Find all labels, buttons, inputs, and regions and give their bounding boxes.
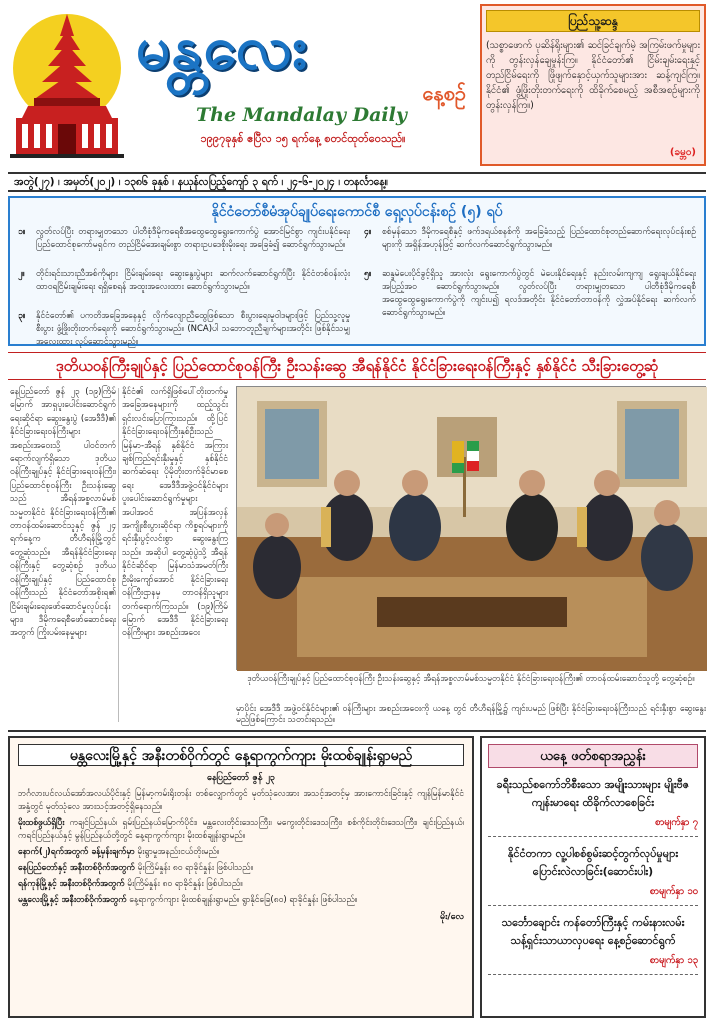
objective-text: စစ်မှန်သော ဒီမိုကရေစီနှင့် ဖက်ဒရယ်စနစ်ကို အခြေခံသည့် ပြည်ထောင်စုတည်ဆောက်ရေးလုပ်ငန်းစဉ်များကို အရှိန်အဟုန်ဖြင့် ဆက်လက်ဆောင်ရွက်သွားမည်။ [382, 227, 696, 250]
contents-item[interactable] [488, 845, 698, 906]
contents-item-page: စာမျက်နှာ ၇ [655, 817, 698, 828]
paragraph-lead: နေပြည်တော်နှင့် အနီးတစ်ဝိုက်အတွက် [18, 863, 135, 873]
weather-paragraph [18, 894, 464, 907]
contents-item[interactable] [488, 914, 698, 975]
founding-tagline: ၁၉၉၇ခုနှစ် ဧပြီလ ၁၅ ရက်နေ့ စတင်ထုတ်ဝေသည်။ [200, 132, 406, 145]
story-column-2: နိုင်ငံ၏ လက်ရှိဖြစ်ပေါ်တိုးတက်မှုအခြေအနေများကို ထည့်သွင်း ရှင်းလင်းပြောကြားသည်။ ထို့ပြင် နိုင်ငံခြားရေးဝန်ကြီးနှစ်ဦးသည် မြန်မာ-အီရန် နှစ်နိုင်ငံ အကြား ချစ်ကြည်ရင်းနှီးမှုနှင့် နှစ်နိုင်ငံဆက်ဆံရေး ပိုမိုတိုးတက်ခိုင်မာစေရေး အေဒီဒီအဖွဲ့ဝင်နိုင်ငံများ ပူးပေါင်းဆောင်ရွက်မှုများ အပါအဝင် အပြန်အလှန်အကျိုးစီးပွားဆိုင်ရာ ကိစ္စရပ်များကို ရင်းနှီးပွင့်လင်းစွာ ဆွေးနွေးကြသည်။ အဆိုပါ တွေ့ဆုံပွဲသို့ အီရန်နိုင်ငံဆိုင်ရာ မြန်မာသံအမတ်ကြီး ဦးမိုးကျော်အောင် နိုင်ငံခြားရေးဝန်ကြီးဌာနမှ တာဝန်ရှိသူများ တက်ရောက်ကြသည်။ (၁၉)ကြိမ်မြောက် အေဒီဒီ နိုင်ငံခြားရေးဝန်ကြီးများ အစည်းအဝေး [122, 387, 228, 639]
newspaper-english-title: The Mandalay Daily [196, 104, 407, 126]
objective-number: ၅။ [364, 269, 372, 279]
paragraph-lead: နောက်(၂)ရက်အတွက် ခန့်မှန်းချက်မှာ [18, 847, 135, 857]
contents-item-title: ခရီးသည်စကော်ဘိစီးသော အမျိုးသားများ မျိုးဗီဇကျန်းမာရေး ထိခိုက်လာစေခြင်း [496, 778, 690, 809]
weather-news-box [8, 736, 474, 1018]
column-divider [118, 388, 119, 722]
paragraph-text: မိုးရွာမှုအနည်းငယ်တိုးမည်။ [137, 847, 220, 857]
paragraph-text: မိုးကြိမ်နှုန်း ၈၀ ရာခိုင်နှုန်း ဖြစ်ပါသည်။ [127, 879, 243, 889]
weather-paragraph [18, 862, 464, 875]
paragraph-text: နေ့ရာကွက်ကျား မိုးထစ်ချုန်းရွာမည်။ ရွာနိုင်ခြေ(၈၀) ရာခိုင်နှုန်း ဖြစ်ပါသည်။ [129, 895, 358, 905]
weather-paragraph [18, 817, 464, 843]
photo-caption: ဒုတိယဝန်ကြီးချုပ်နှင့် ပြည်ထောင်စုဝန်ကြီး ဦးသန်းဆွေနှင့် အီရန်အစ္စလာမ်မစ်သမ္မတနိုင်ငံ နိုင်ငံခြားရေးဝန်ကြီး၏ တာဝန်ထမ်းဆောင်သူတို့ တွေ့ဆုံစဉ်။ [247, 674, 695, 684]
story-column-1: နေပြည်တော် ဇွန် ၂၃ (၁၉)ကြိမ်မြောက် အာရှပူးပေါင်းဆောင်ရွက်ရေးဆိုင်ရာ ဆွေးနွေးပွဲ (အေဒီဒီ)၏ နိုင်ငံခြားရေးဝန်ကြီးများ အစည်းအဝေးသို့ ပါဝင်တက်ရောက်လျက်ရှိသော ဒုတိယဝန်ကြီးချုပ်နှင့် နိုင်ငံခြားရေးဝန်ကြီး၊ ပြည်ထောင်စုဝန်ကြီး ဦးသန်းဆွေသည် အီရန်အစ္စလာမ်မစ်သမ္မတနိုင်ငံ နိုင်ငံခြားရေးဝန်ကြီး၏ တာဝန်ထမ်းဆောင်သူနှင့် ဇွန် ၂၄ ရက်နေ့က တီဟီရန်မြို့တွင် တွေ့ဆုံသည်။ အီရန်နိုင်ငံခြားရေးဝန်ကြီးနှင့် တွေ့ဆုံစဉ် ဒုတိယဝန်ကြီးချုပ်နှင့် ပြည်ထောင်စုဝန်ကြီးသည် နိုင်ငံတော်အစိုးရ၏ ငြိမ်းချမ်းရေးဖော်ဆောင်မှုလုပ်ငန်းများ၊ ဒီမိုကရေစီဖော်ဆောင်ရေးအတွက် ကြိုးပမ်းနေမှုများ [10, 387, 116, 639]
objective-text: လွတ်လပ်ပြီး တရားမျှတသော ပါတီစုံဒီမိုကရေစီအထွေထွေရွေးကောက်ပွဲ အောင်မြင်စွာ ကျင်းပနိုင်ရေး ပြည်ထောင်စုကော်မရှင်က တည်ငြိမ်အေးချမ်းစွာ တရားဥပဒေစိုးမိုးရေး အခြေခံ၍ ဆောင်ရွက်သွားမည်။ [36, 227, 350, 250]
contents-item-title: နိုင်ငံတကာ လူ့ပါစစ်စွမ်းဆင့်တွက်လုပ်မှုများ ပြောင်းလဲလာခြင်း(ဆောင်းပါး) [507, 847, 679, 878]
main-headline: ဒုတိယဝန်ကြီးချုပ်နှင့် ပြည်ထောင်စုဝန်ကြီး ဦးသန်းဆွေ အီရန်နိုင်ငံ နိုင်ငံခြားရေးဝန်ကြီးနှင့် နှစ်နိုင်ငံ သီးခြားတွေ့ဆုံ [8, 352, 706, 380]
objective-text: နိုင်ငံတော်၏ ပကတိအခြေအနေနှင့် လိုက်လျောညီထွေဖြစ်သော စီးပွားရေးမူဝါဒများဖြင့် ပြည်သူ့လူမှုစီးပွား ဖွံ့ဖြိုးတိုးတက်ရေးကို ဆောင်ရွက်သွားမည်။ (NCA)ပါ သဘောတူညီချက်များအတိုင်း ဖြစ်နိုင်သမျှ အလေးထား လုပ်ဆောင်သွားမည်။ [36, 311, 350, 347]
peoples-desire-title: ပြည်သူ့ဆန္ဒ [486, 10, 700, 32]
paragraph-lead: ရန်ကုန်မြို့နှင့် အနီးတစ်ဝိုက်အတွက် [18, 879, 125, 889]
story-continuation: မှာပိုင်း အေဒီဒီ အဖွဲ့ဝင်နိုင်ငံများ၏ ဝန်ကြီးများ အစည်းအဝေးကို ယနေ့ တွင် တီဟီရန်မြို့၌ ကျင်းပမည် ဖြစ်ပြီး နိုင်ငံခြားရေးဝန်ကြီးသည် ရင်းနှီးစွာ ဆွေးနွေးမည်ဖြစ်ကြောင်း သတင်းရသည်။ [236, 704, 706, 725]
paragraph-text: ကချင်ပြည်နယ်၊ ရှမ်းပြည်နယ်မြောက်ပိုင်း၊ မန္တလေးတိုင်းဒေသကြီး၊ မကွေးတိုင်းဒေသကြီး၊ စစ်ကိုင်းတိုင်းဒေသကြီး၊ ချင်းပြည်နယ်၊ ကရင်ပြည်နယ်နှင့် မွန်ပြည်နယ်တို့တွင် နေ့ရာကွက်ကျား မိုးထစ်ချုန်းရွာမည်။ [18, 818, 465, 841]
paragraph-text: မိုးကြိမ်နှုန်း ၈၀ ရာခိုင်နှုန်း ဖြစ်ပါသည်။ [137, 863, 254, 873]
meeting-photo [236, 386, 706, 670]
contents-item-page: စာမျက်နှာ ၁၀ [649, 886, 698, 897]
peoples-desire-text: (သစ္စာဖောက် ပုဆိန်ရိုးများ၏ ဆင်ခြင်ချက်မဲ့ အကြမ်းဖက်မှုများကို တွန်းလှန်ချေမှုန်းကြ။ နိုင်ငံတော်၏ ငြိမ်းချမ်းရေးနှင့် တည်ငြိမ်ရေးကို ဖြိုဖျက်နှောင့်ယှက်သူများအား ဆန့်ကျင်ကြ။ နိုင်ငံ၏ ဖွံ့ဖြိုးတိုးတက်ရေးကို ထိခိုက်စေမည့် အစီအစဉ်များကို တွန်းလှန်ကြ။) [486, 40, 700, 111]
objective-item [364, 226, 696, 265]
section-divider [8, 730, 706, 732]
peoples-desire-tag: (ခမ္ဘဝ) [669, 147, 696, 158]
objectives-title: နိုင်ငံတော်စီမံအုပ်ချုပ်ရေးကောင်စီ ရှေ့လုပ်ငန်းစဉ် (၅) ရပ် [211, 204, 503, 220]
objective-number: ၂။ [18, 269, 25, 279]
contents-box [480, 736, 706, 1018]
meeting-photo-image [237, 387, 707, 671]
objective-text: ဆန္ဒမဲပေးပိုင်ခွင့်ရှိသူ အားလုံး ရွေးကောက်ပွဲတွင် မဲပေးနိုင်ရေးနှင့် နည်းလမ်းကျကျ ရွေးချယ်နိုင်ရေး အပြည့်အဝ ဆောင်ရွက်သွားမည်။ လွတ်လပ်ပြီး တရားမျှတသော ပါတီစုံဒီမိုကရေစီ အထွေထွေရွေးကောက်ပွဲကို ကျင်းပ၍ ရလဒ်အတိုင်း နိုင်ငံတော်တာဝန်ကို လွှဲအပ်နိုင်ရေး ဆက်လက်ဆောင်ရွက်သွားမည်။ [382, 269, 696, 318]
objectives-right-column [364, 226, 696, 352]
weather-paragraph [18, 878, 464, 891]
mandalay-palace-logo-icon [8, 10, 126, 160]
objective-number: ၁။ [18, 227, 26, 237]
weather-paragraph [18, 846, 464, 859]
contents-item-title: သင်္ဘောချောင်း ကန်တော်ကြီးနှင့် ကမ်းနားလမ်း သန့်ရှင်းသာယာလှပရေး နေ့စဉ်ဆောင်ရွက် [501, 916, 685, 947]
contents-item[interactable] [488, 776, 698, 837]
peoples-desire-box [480, 4, 706, 166]
weather-news-title: မန္တလေးမြို့နှင့် အနီးတစ်ဝိုက်တွင် နေ့ရာကွက်ကျား မိုးထစ်ချုန်းရွာမည် [18, 744, 464, 766]
weather-news-signature: မိုး/လေ [439, 912, 464, 922]
contents-title: ယနေ့ ဖတ်စရာအညွှန်း [488, 744, 698, 768]
council-objectives-box [8, 196, 706, 346]
objective-item [364, 268, 696, 318]
objectives-left-column [18, 226, 350, 352]
weather-paragraph [18, 788, 464, 814]
weather-news-dateline: နေပြည်တော် ဇွန် ၂၃ [206, 773, 275, 783]
newspaper-subtitle: နေ့စဉ် [422, 81, 466, 105]
objective-text: တိုင်းရင်းသားညီအစ်ကိုများ ငြိမ်းချမ်းရေး ဆွေးနွေးပွဲများ ဆက်လက်ဆောင်ရွက်ပြီး နိုင်ငံတစ်ဝန်းလုံး ထာဝရငြိမ်းချမ်းရေး ရရှိစေရန် အထူးအလေးထား ဆောင်ရွက်သွားမည်။ [36, 269, 350, 292]
masthead [8, 4, 476, 168]
paragraph-lead: မိုးထစ်ဖွယ်ရှိပြီး [18, 818, 65, 828]
newspaper-title: မန္တလေး [136, 13, 309, 83]
objective-number: ၄။ [364, 227, 372, 237]
objective-item [18, 226, 350, 265]
contents-item-page: စာမျက်နှာ ၁၃ [649, 955, 698, 966]
objective-number: ၃။ [18, 311, 26, 321]
objective-item [18, 310, 350, 349]
paragraph-lead: မန္တလေးမြို့နှင့် အနီးတစ်ဝိုက်အတွက် [18, 895, 127, 905]
issue-dateline: အတွဲ(၂၇) ၊ အမှတ်(၂၀၂) ၊ ၁၃၈၆ ခုနှစ် ၊ နယုန်လပြည့်ကျော် ၃ ရက် ၊ ၂၄-၆-၂၀၂၄ ၊ တနင်္လာနေ့။ [8, 172, 706, 192]
objective-item [18, 268, 350, 307]
paragraph-text: ဘင်္ဂလားပင်လယ်အော်အလယ်ပိုင်းနှင့် မြန်မာ့ကမ်းရိုးတန်း တစ်လျှောက်တွင် မုတ်သုံလေအား အသင့်အတင့်မှ အားကောင်းခြင်းနှင့် ကျန်မြန်မာနိုင်ငံ အနှံ့တွင် မုတ်သုံလေ အားသင့်အတင့်ရှိနေသည်။ [18, 789, 464, 812]
